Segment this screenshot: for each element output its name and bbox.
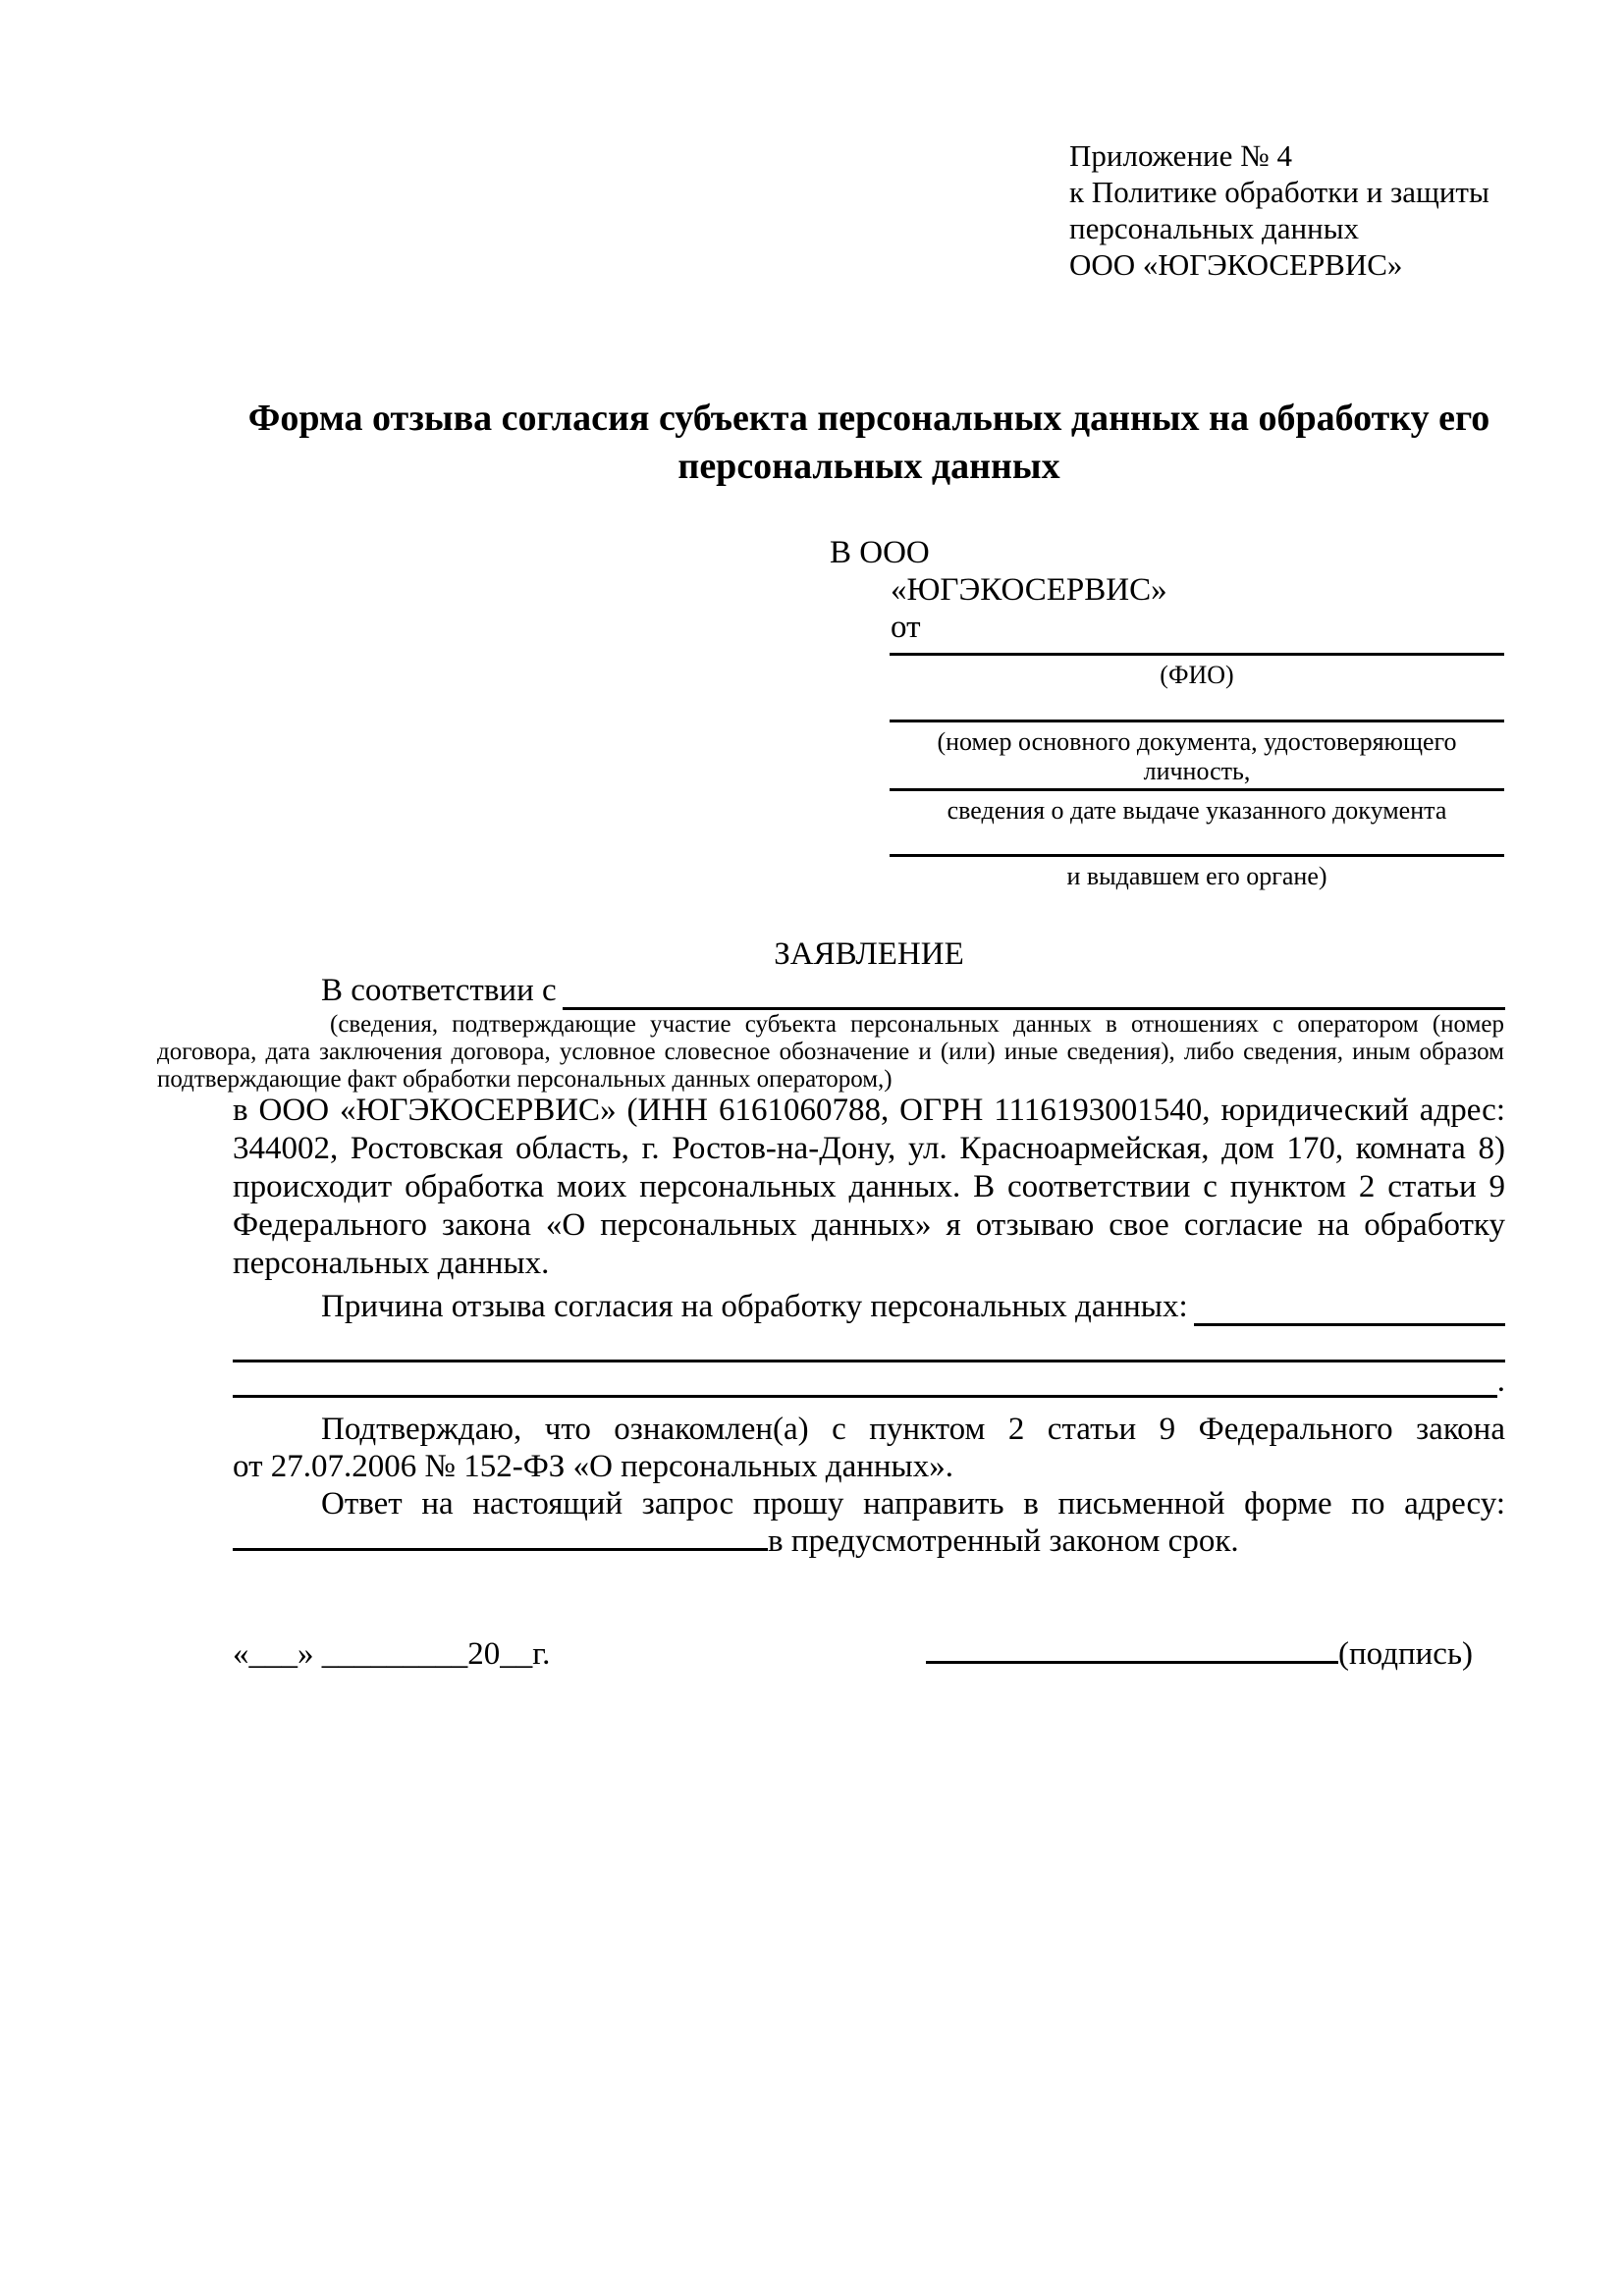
reply-paragraph — [233, 1485, 1505, 1560]
statement-body: в ООО «ЮГЭКОСЕРВИС» (ИНН 6161060788, ОГРН 1116193001540, юридический адрес: 344002, Ростовская область, г. Ростов-на-Дону, ул. Красноармейская, дом 170, комната 8) происходит обработка моих персональных данных. В соответствии с пунктом 2 статьи 9 Федерального закона «О персональных данных» я отзываю свое согласие на обработку персональных данных. — [233, 1093, 1505, 1281]
appendix-line-1: Приложение № 4 — [1069, 138, 1292, 173]
appendix-line-4: ООО «ЮГЭКОСЕРВИС» — [1069, 247, 1403, 282]
reason-blank-line-3-row — [233, 1362, 1505, 1398]
reply-line-1: Ответ на настоящий запрос прошу направить в письменной форме по адресу: — [321, 1486, 1505, 1522]
basis-label: В соответствии с — [321, 973, 557, 1008]
reason-row — [233, 1288, 1505, 1326]
basis-row — [233, 972, 1505, 1010]
signature-blank-line[interactable] — [926, 1659, 1338, 1664]
confirmation-line-2: от 27.07.2006 № 152-ФЗ «О персональных данных». — [233, 1449, 953, 1484]
addressee-block — [830, 534, 1167, 646]
document-title: Форма отзыва согласия субъекта персональных данных на обработку его персональных данных — [247, 398, 1490, 487]
appendix-line-3: персональных данных — [1069, 211, 1360, 245]
reply-line-2 — [233, 1522, 1505, 1560]
reply-address-blank-line[interactable] — [233, 1546, 768, 1551]
fio-field-caption: (ФИО) — [1160, 661, 1234, 689]
statement-heading: ЗАЯВЛЕНИЕ — [774, 936, 964, 972]
basis-blank-line[interactable] — [563, 1001, 1505, 1010]
id-number-field-line[interactable] — [890, 720, 1504, 722]
reply-suffix: в предусмотренный законом срок. — [768, 1523, 1239, 1559]
reason-terminator: . — [1496, 1363, 1505, 1399]
signature-group — [926, 1635, 1473, 1674]
confirmation-paragraph — [233, 1411, 1505, 1485]
appendix-line-2: к Политике обработки и защиты — [1069, 175, 1489, 209]
issue-date-field-line[interactable] — [890, 788, 1504, 791]
appendix-block — [1069, 137, 1489, 283]
basis-note: (сведения, подтверждающие участие субъекта персональных данных в отношениях с оператором (номер договора, дата заключения договора, условное словесное обозначение и (или) иные сведения), либо сведения, иным образом подтверждающие факт обработки персональных данных оператором,) — [157, 1011, 1504, 1093]
addressee-to-prefix: В ООО — [830, 535, 930, 570]
date-blank[interactable]: «___» _________20__г. — [233, 1636, 551, 1672]
reason-blank-line[interactable] — [1194, 1317, 1505, 1326]
addressee-org-name: «ЮГЭКОСЕРВИС» — [891, 572, 1167, 608]
issue-date-field-caption: сведения о дате выдаче указанного документа — [947, 796, 1447, 825]
issuing-authority-field-line[interactable] — [890, 854, 1504, 857]
fio-field-line[interactable] — [890, 653, 1504, 656]
signature-caption: (подпись) — [1338, 1636, 1473, 1672]
reason-label: Причина отзыва согласия на обработку персональных данных: — [321, 1289, 1188, 1324]
reason-blank-line-3[interactable] — [233, 1389, 1497, 1398]
id-number-field-caption: (номер основного документа, удостоверяющего личность, — [937, 727, 1457, 785]
addressee-from-label: от — [891, 610, 921, 645]
confirmation-line-1: Подтверждаю, что ознакомлен(а) с пунктом 2 статьи 9 Федерального закона — [321, 1412, 1505, 1447]
issuing-authority-field-caption: и выдавшем его органе) — [1066, 862, 1327, 890]
